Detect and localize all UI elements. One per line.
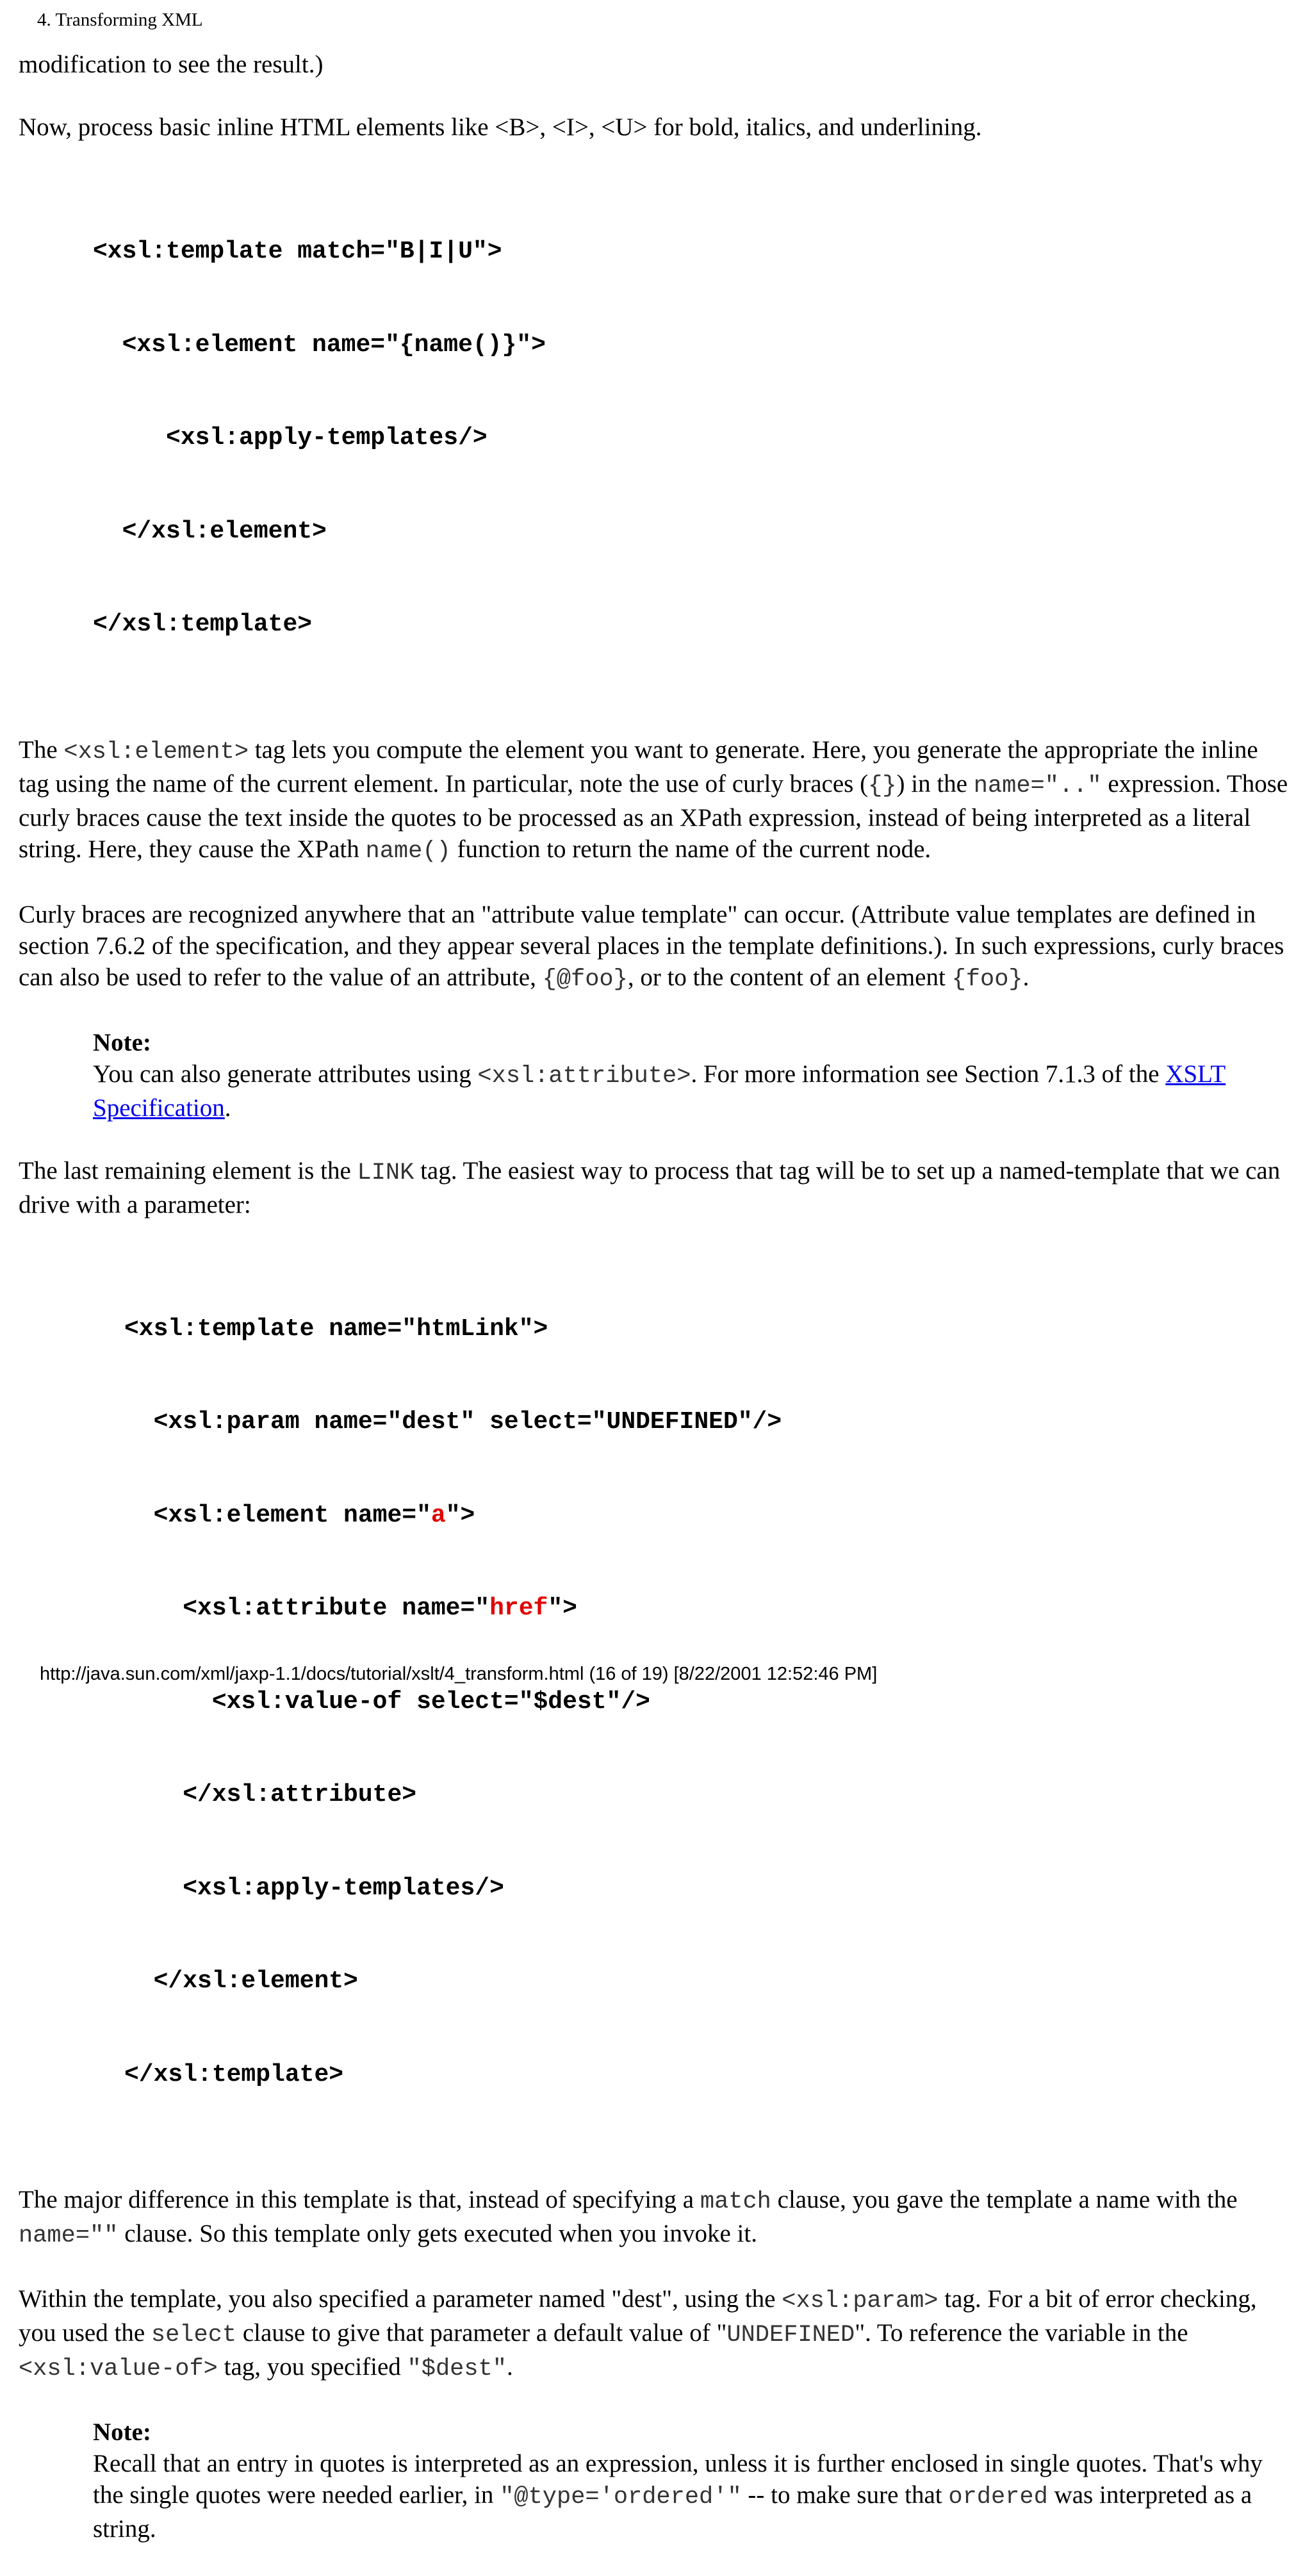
code-line: </xsl:element> — [93, 517, 327, 545]
text-run: . — [1022, 963, 1029, 991]
inline-code: <xsl:element> — [63, 738, 249, 766]
inline-code: "@type='ordered'" — [500, 2484, 742, 2511]
text-run: was interpreted as a string. — [93, 2481, 1252, 2543]
code-highlight: a — [430, 1501, 446, 1529]
note-attributes — [93, 1027, 1293, 1124]
text-run: expression. Those curly braces cause the text inside the quotes to be processed as an XPath expression, instead of being interpreted as a literal string. Here, they cause the XPath — [19, 769, 1288, 863]
code-line — [124, 1500, 1293, 1532]
inline-code: <xsl:value-of> — [19, 2356, 218, 2383]
code-line: </xsl:element> — [124, 1967, 358, 1995]
paragraph-element-tag — [19, 734, 1293, 867]
note-title: Note: — [93, 1028, 151, 1056]
page-footer-url: http://java.sun.com/xml/jaxp-1.1/docs/tutorial/xslt/4_transform.html (16 of 19) [8/22/2001 12:52:46 PM] — [40, 1664, 878, 1684]
inline-code: <xsl:attribute> — [477, 1062, 691, 1090]
text-run: The last remaining element is the — [19, 1156, 357, 1185]
inline-code: name="" — [19, 2222, 119, 2249]
inline-code: LINK — [357, 1159, 414, 1186]
text-run: tag. The easiest way to process that tag will be to set up a named-template that we can drive with a parameter: — [19, 1156, 1281, 1218]
paragraph-continuation: modification to see the result.) — [19, 51, 324, 78]
inline-code: match — [700, 2188, 771, 2215]
inline-code: {foo} — [951, 965, 1023, 993]
paragraph-major-difference — [19, 2184, 1293, 2252]
text-run: ". To reference the variable in the — [855, 2319, 1188, 2347]
code-run: "> — [548, 1595, 577, 1622]
code-run: "> — [445, 1501, 475, 1529]
text-run: tag lets you compute the element you want to generate. Here, you generate the appropriate the inline tag using the name of the current element. In particular, note the use of curly braces ( — [19, 735, 1258, 798]
code-run: <xsl:element name=" — [124, 1501, 431, 1529]
note-title: Note: — [93, 2418, 151, 2446]
inline-code: UNDEFINED — [726, 2322, 855, 2349]
inline-code: name() — [365, 837, 451, 865]
code-line: </xsl:template> — [124, 2060, 344, 2088]
note-quotes — [93, 2416, 1293, 2545]
code-highlight: href — [489, 1595, 548, 1622]
code-block-named-template — [19, 1252, 1293, 2153]
text-run: tag, you specified — [217, 2353, 407, 2381]
text-run: Curly braces are recognized anywhere that an "attribute value template" can occur. (Attribute value templates are defined in section 7.6.2 of the specification, and they appear several places in the template definitions.). In such expressions, curly braces can also be used to refer to the value of an attribute, — [19, 900, 1284, 991]
text-run: clause. So this template only gets executed when you invoke it. — [118, 2220, 757, 2247]
inline-code: "$dest" — [407, 2356, 507, 2383]
text-run: You can also generate attributes using — [93, 1060, 478, 1088]
text-run: , or to the content of an element — [627, 963, 952, 991]
code-line: <xsl:apply-templates/> — [124, 1874, 504, 1902]
document-body — [19, 49, 1293, 2576]
text-run: ) in the — [896, 769, 974, 798]
text-run: The major difference in this template is that, instead of specifying a — [19, 2186, 700, 2213]
inline-code: name=".." — [973, 772, 1102, 800]
text-run: . For more information see Section 7.1.3 of the — [691, 1060, 1166, 1088]
inline-code: {@foo} — [542, 965, 628, 993]
code-line: <xsl:template name="htmLink"> — [124, 1315, 548, 1343]
text-run: function to return the name of the current node. — [450, 835, 931, 863]
xslt-specification-link[interactable]: XSLT Specification — [93, 1060, 1226, 1122]
text-run: clause to give that parameter a default value of " — [236, 2319, 727, 2347]
code-line: </xsl:attribute> — [124, 1781, 417, 1809]
paragraph-curly-braces — [19, 899, 1293, 996]
code-line: <xsl:apply-templates/> — [93, 424, 488, 452]
text-run: . — [506, 2353, 513, 2381]
page-header: 4. Transforming XML — [37, 10, 203, 30]
code-line: <xsl:value-of select="$dest"/> — [124, 1687, 650, 1716]
code-line: </xsl:template> — [93, 611, 313, 638]
text-run: tag. For a bit of error checking, you used the — [19, 2285, 1257, 2347]
code-block-inline-template — [19, 174, 1293, 703]
code-run: <xsl:attribute name=" — [124, 1595, 490, 1622]
paragraph-inline-elements: Now, process basic inline HTML elements like <B>, <I>, <U> for bold, italics, and underlining. — [19, 113, 982, 141]
text-run: The — [19, 735, 64, 764]
inline-code: ordered — [948, 2484, 1048, 2511]
text-run: Within the template, you also specified a parameter named "dest", using the — [19, 2285, 782, 2313]
paragraph-param — [19, 2283, 1293, 2385]
code-line: <xsl:element name="{name()}"> — [93, 331, 546, 359]
inline-code: {} — [868, 772, 897, 800]
text-run: clause, you gave the template a name with the — [771, 2186, 1238, 2213]
inline-code: <xsl:param> — [782, 2288, 939, 2315]
text-run: . — [224, 1094, 231, 1122]
paragraph-link-tag — [19, 1155, 1293, 1220]
inline-code: select — [151, 2322, 237, 2349]
text-run: -- to make sure that — [741, 2481, 949, 2509]
text-run: Recall that an entry in quotes is interpreted as an expression, unless it is further enclosed in single quotes. That's why the single quotes were needed earlier, in — [93, 2450, 1263, 2509]
code-line: <xsl:param name="dest" select="UNDEFINED"/> — [124, 1408, 782, 1436]
code-line: <xsl:template match="B|I|U"> — [93, 238, 502, 265]
code-line — [124, 1593, 1293, 1625]
